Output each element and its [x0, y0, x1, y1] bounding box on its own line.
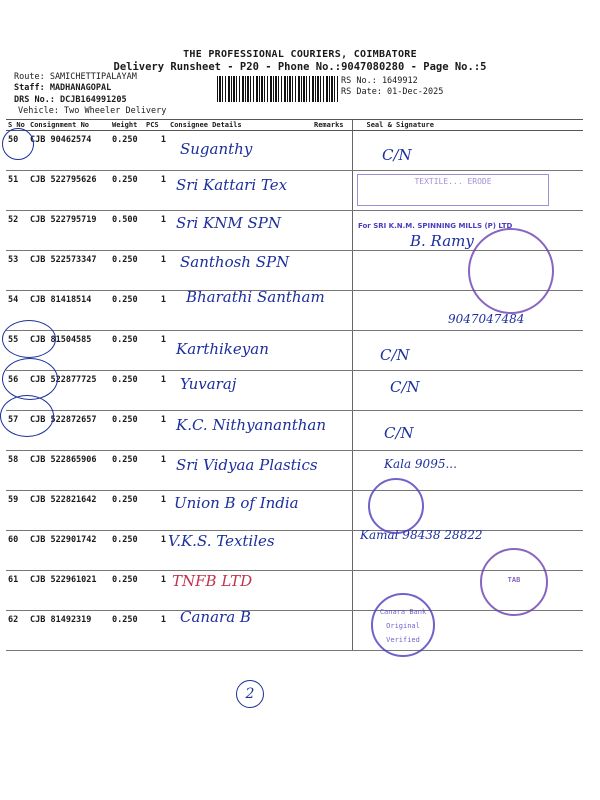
- signature-handwriting: C/N: [380, 346, 410, 364]
- row-pcs: 1: [144, 251, 168, 291]
- row-weight: 0.250: [110, 331, 144, 371]
- consignee-handwriting: Sri KNM SPN: [176, 214, 281, 232]
- row-sno: 53: [6, 251, 28, 291]
- signature-handwriting: C/N: [382, 146, 412, 164]
- table-row: [6, 611, 583, 651]
- row-pcs: 1: [144, 531, 168, 571]
- rs-number: RS No.: 1649912: [341, 76, 418, 86]
- textile-stamp: TEXTILE... ERODE: [357, 174, 549, 206]
- row-consignment: CJB 522872657: [28, 411, 110, 451]
- col-pcs: PCS: [144, 120, 168, 131]
- row-consignment: CJB 81418514: [28, 291, 110, 331]
- row-sno: 57: [6, 411, 28, 451]
- staff-label: Staff: MADHANAGOPAL: [14, 83, 112, 93]
- tab-seal: TAB: [480, 548, 548, 616]
- consignee-handwriting: Sri Kattari Tex: [176, 176, 288, 194]
- row-consignment: CJB 522573347: [28, 251, 110, 291]
- row-pcs: 1: [144, 291, 168, 331]
- company-title: THE PROFESSIONAL COURIERS, COIMBATORE: [183, 49, 417, 60]
- consignee-handwriting: TNFB LTD: [172, 572, 253, 590]
- page-circle-mark: 2: [236, 680, 264, 708]
- row-consignment: CJB 522795719: [28, 211, 110, 251]
- route-label: Route: SAMICHETTIPALAYAM: [14, 72, 137, 82]
- row-sno: 54: [6, 291, 28, 331]
- consignee-handwriting: Suganthy: [180, 140, 253, 158]
- row-seal: [352, 371, 583, 411]
- canara-bank-seal: Canara Bank Original Verified: [371, 593, 435, 657]
- consignee-handwriting: Yuvaraj: [180, 375, 237, 393]
- row-pcs: 1: [144, 611, 168, 651]
- row-remarks: [312, 611, 352, 651]
- row-weight: 0.250: [110, 371, 144, 411]
- row-weight: 0.250: [110, 451, 144, 491]
- spinning-mill-stamp: For SRI K.N.M. SPINNING MILLS (P) LTD: [358, 222, 513, 230]
- row-remarks: [312, 131, 352, 171]
- consignee-handwriting: Karthikeyan: [176, 340, 269, 358]
- col-sno: S No: [6, 120, 28, 131]
- row-consignment: CJB 81492319: [28, 611, 110, 651]
- row-consignment: CJB 522865906: [28, 451, 110, 491]
- row-sno: 58: [6, 451, 28, 491]
- col-weight: Weight: [110, 120, 144, 131]
- runsheet-title: Delivery Runsheet - P20 - Phone No.:9047080280 - Page No.:5: [113, 61, 487, 73]
- signature-handwriting: C/N: [384, 424, 414, 442]
- row-pcs: 1: [144, 171, 168, 211]
- signature-handwriting: Kala 9095...: [384, 457, 457, 471]
- table-header-row: [6, 120, 583, 131]
- row-remarks: [312, 371, 352, 411]
- row-consignment: CJB 90462574: [28, 131, 110, 171]
- vidyaa-plastics-seal: [368, 478, 424, 534]
- row-weight: 0.250: [110, 491, 144, 531]
- signature-handwriting: Kamal 98438 28822: [360, 528, 483, 542]
- row-consignment: CJB 81504585: [28, 331, 110, 371]
- row-pcs: 1: [144, 571, 168, 611]
- row-sno: 59: [6, 491, 28, 531]
- row-consignment: CJB 522877725: [28, 371, 110, 411]
- row-pcs: 1: [144, 491, 168, 531]
- signature-handwriting: B. Ramy: [410, 232, 474, 250]
- row-weight: 0.250: [110, 571, 144, 611]
- row-pcs: 1: [144, 131, 168, 171]
- col-consignment: Consignment No: [28, 120, 110, 131]
- row-pcs: 1: [144, 331, 168, 371]
- row-weight: 0.250: [110, 251, 144, 291]
- table-row: [6, 371, 583, 411]
- drs-number: DRS No.: DCJB164991205: [14, 95, 127, 105]
- signature-handwriting: C/N: [390, 378, 420, 396]
- row-sno: 51: [6, 171, 28, 211]
- row-consignment: CJB 522901742: [28, 531, 110, 571]
- col-seal: Seal & Signature: [352, 120, 583, 131]
- row-consignment: CJB 522795626: [28, 171, 110, 211]
- round-company-seal: [468, 228, 554, 314]
- row-remarks: [312, 491, 352, 531]
- consignee-handwriting: Canara B: [180, 608, 251, 626]
- row-remarks: [312, 171, 352, 211]
- circle-mark: [2, 128, 34, 160]
- row-remarks: [312, 251, 352, 291]
- consignee-handwriting: V.K.S. Textiles: [168, 532, 275, 550]
- row-sno: 56: [6, 371, 28, 411]
- row-pcs: 1: [144, 451, 168, 491]
- row-pcs: 1: [144, 211, 168, 251]
- row-sno: 52: [6, 211, 28, 251]
- row-weight: 0.500: [110, 211, 144, 251]
- col-remarks: Remarks: [312, 120, 352, 131]
- circle-mark: [0, 395, 54, 437]
- row-consignment: CJB 522821642: [28, 491, 110, 531]
- row-sno: 50: [6, 131, 28, 171]
- row-weight: 0.250: [110, 531, 144, 571]
- consignee-handwriting: Bharathi Santham: [186, 288, 325, 306]
- barcode: [217, 76, 338, 102]
- row-sno: 62: [6, 611, 28, 651]
- consignee-handwriting: Union B of India: [174, 494, 299, 512]
- row-sno: 61: [6, 571, 28, 611]
- row-weight: 0.250: [110, 411, 144, 451]
- row-remarks: [312, 211, 352, 251]
- col-consignee: Consignee Details: [168, 120, 312, 131]
- circle-mark: [2, 358, 58, 400]
- circle-mark: [2, 320, 56, 358]
- signature-handwriting: 9047047484: [448, 312, 525, 326]
- row-remarks: [312, 571, 352, 611]
- row-pcs: 1: [144, 371, 168, 411]
- row-consignment: CJB 522961021: [28, 571, 110, 611]
- row-weight: 0.250: [110, 171, 144, 211]
- consignee-handwriting: Santhosh SPN: [180, 253, 290, 271]
- row-weight: 0.250: [110, 291, 144, 331]
- row-weight: 0.250: [110, 131, 144, 171]
- consignee-handwriting: K.C. Nithyananthan: [176, 416, 327, 434]
- row-remarks: [312, 451, 352, 491]
- rs-date: RS Date: 01-Dec-2025: [341, 87, 444, 97]
- table-row: [6, 131, 583, 171]
- row-sno: 55: [6, 331, 28, 371]
- table-row: [6, 331, 583, 371]
- row-sno: 60: [6, 531, 28, 571]
- consignee-handwriting: Sri Vidyaa Plastics: [176, 456, 318, 474]
- row-weight: 0.250: [110, 611, 144, 651]
- row-pcs: 1: [144, 411, 168, 451]
- row-remarks: [312, 531, 352, 571]
- row-remarks: [312, 331, 352, 371]
- vehicle-label: Vehicle: Two Wheeler Delivery: [18, 106, 167, 116]
